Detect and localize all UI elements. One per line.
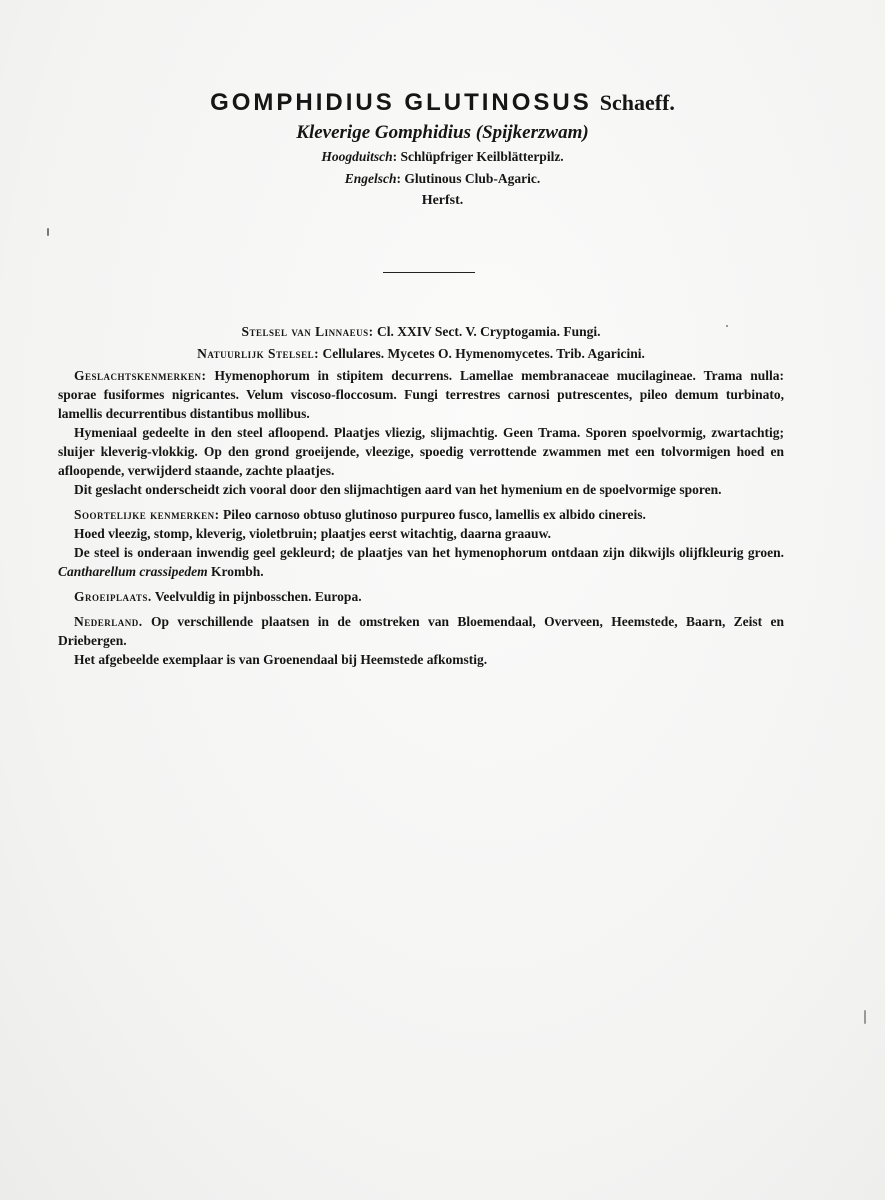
genus-distinction: Dit geslacht onderscheidt zich vooral door den slijmachtigen aard van het hymenium en de spoelvormige sporen. xyxy=(74,482,722,497)
cap-description: Hoed vleezig, stomp, kleverig, violetbruin; plaatjes eerst witachtig, daarna graauw. xyxy=(74,526,551,541)
stem-reference-author: Krombh. xyxy=(211,564,264,579)
english-label: Engelsch xyxy=(344,171,397,186)
dutch-name: Kleverige Gomphidius (Spijkerzwam) xyxy=(296,122,589,143)
german-label: Hoogduitsch xyxy=(321,149,393,164)
natural-system-line xyxy=(58,344,784,363)
linnaeus-label: Stelsel van Linnaeus: xyxy=(241,324,374,339)
stem-text: De steel is onderaan inwendig geel gekleurd; de plaatjes van het hymenophorum ontdaan zijn dikwijls olijfkleurig groen. xyxy=(74,545,784,560)
habitat-text: Veelvuldig in pijnbosschen. Europa. xyxy=(154,589,362,604)
species-characteristics xyxy=(58,505,784,524)
natural-system-label: Natuurlijk Stelsel: xyxy=(197,346,320,361)
german-name-line: Hoogduitsch: Schlüpfriger Keilblätterpilz. xyxy=(321,149,564,164)
habitat-label: Groeiplaats. xyxy=(74,589,152,604)
specimen-origin: Het afgebeelde exemplaar is van Groenendaal bij Heemstede afkomstig. xyxy=(74,652,488,667)
divider-rule xyxy=(383,272,475,273)
netherlands-label: Nederland. xyxy=(74,614,143,629)
stem-reference: Cantharellum crassipedem xyxy=(58,564,208,579)
habitat xyxy=(58,587,784,606)
species-char-text: Pileo carnoso obtuso glutinoso purpureo fusco, lamellis ex albido cinereis. xyxy=(222,507,646,522)
english-name: Glutinous Club-Agaric. xyxy=(404,171,541,186)
linnaeus-text: Cl. XXIV Sect. V. Cryptogamia. Fungi. xyxy=(377,324,601,339)
netherlands-text: Op verschillende plaatsen in de omstreken van Bloemendaal, Overveen, Heemstede, Baarn, Zeist en Driebergen. xyxy=(58,614,785,648)
species-char-label: Soortelijke kenmerken: xyxy=(74,507,220,522)
stem-description xyxy=(58,543,784,581)
dutch-name-alt: Spijkerzwam xyxy=(482,122,583,143)
species-title xyxy=(0,88,885,118)
species-author: Schaeff. xyxy=(599,90,675,115)
linnaeus-line xyxy=(58,322,784,341)
season: Herfst. xyxy=(421,193,464,208)
genus-characteristics xyxy=(58,366,784,423)
genus-text: Hymenophorum in stipitem decurrens. Lamellae membranaceae mucilagineae. Trama nulla: sporae fusiformes nigricantes. Velum viscoso-floccosum. Fungi terrestres carnosi putrescentes, pileo demum turbinato, lamellis decurrentibus distantibus mollibus. xyxy=(58,368,784,421)
natural-system-text: Cellulares. Mycetes O. Hymenomycetes. Trib. Agaricini. xyxy=(322,346,645,361)
header xyxy=(0,88,885,212)
german-name: Schlüpfriger Keilblätterpilz. xyxy=(400,149,564,164)
description-body xyxy=(58,322,784,669)
paper-speck xyxy=(726,325,728,327)
genus-description-dutch: Hymeniaal gedeelte in den steel afloopend. Plaatjes vliezig, slijmachtig. Geen Trama. Sporen spoelvormig, zwartachtig; sluijer kleverig-vlokkig. Op den grond groeijende, vleezige, spoedig verrottende zwammen met een tolvormigen hoed en afloopende, verwijderd staande, zachte plaatjes. xyxy=(58,425,784,478)
genus-label: Geslachtskenmerken: xyxy=(74,368,207,383)
english-name-line: Engelsch: Glutinous Club-Agaric. xyxy=(344,171,541,186)
netherlands-locations xyxy=(58,612,784,650)
species-name: GOMPHIDIUS GLUTINOSUS xyxy=(210,89,592,116)
dutch-name-primary: Kleverige Gomphidius xyxy=(296,122,471,143)
paper-speck xyxy=(47,228,49,236)
paper-speck xyxy=(864,1010,866,1024)
